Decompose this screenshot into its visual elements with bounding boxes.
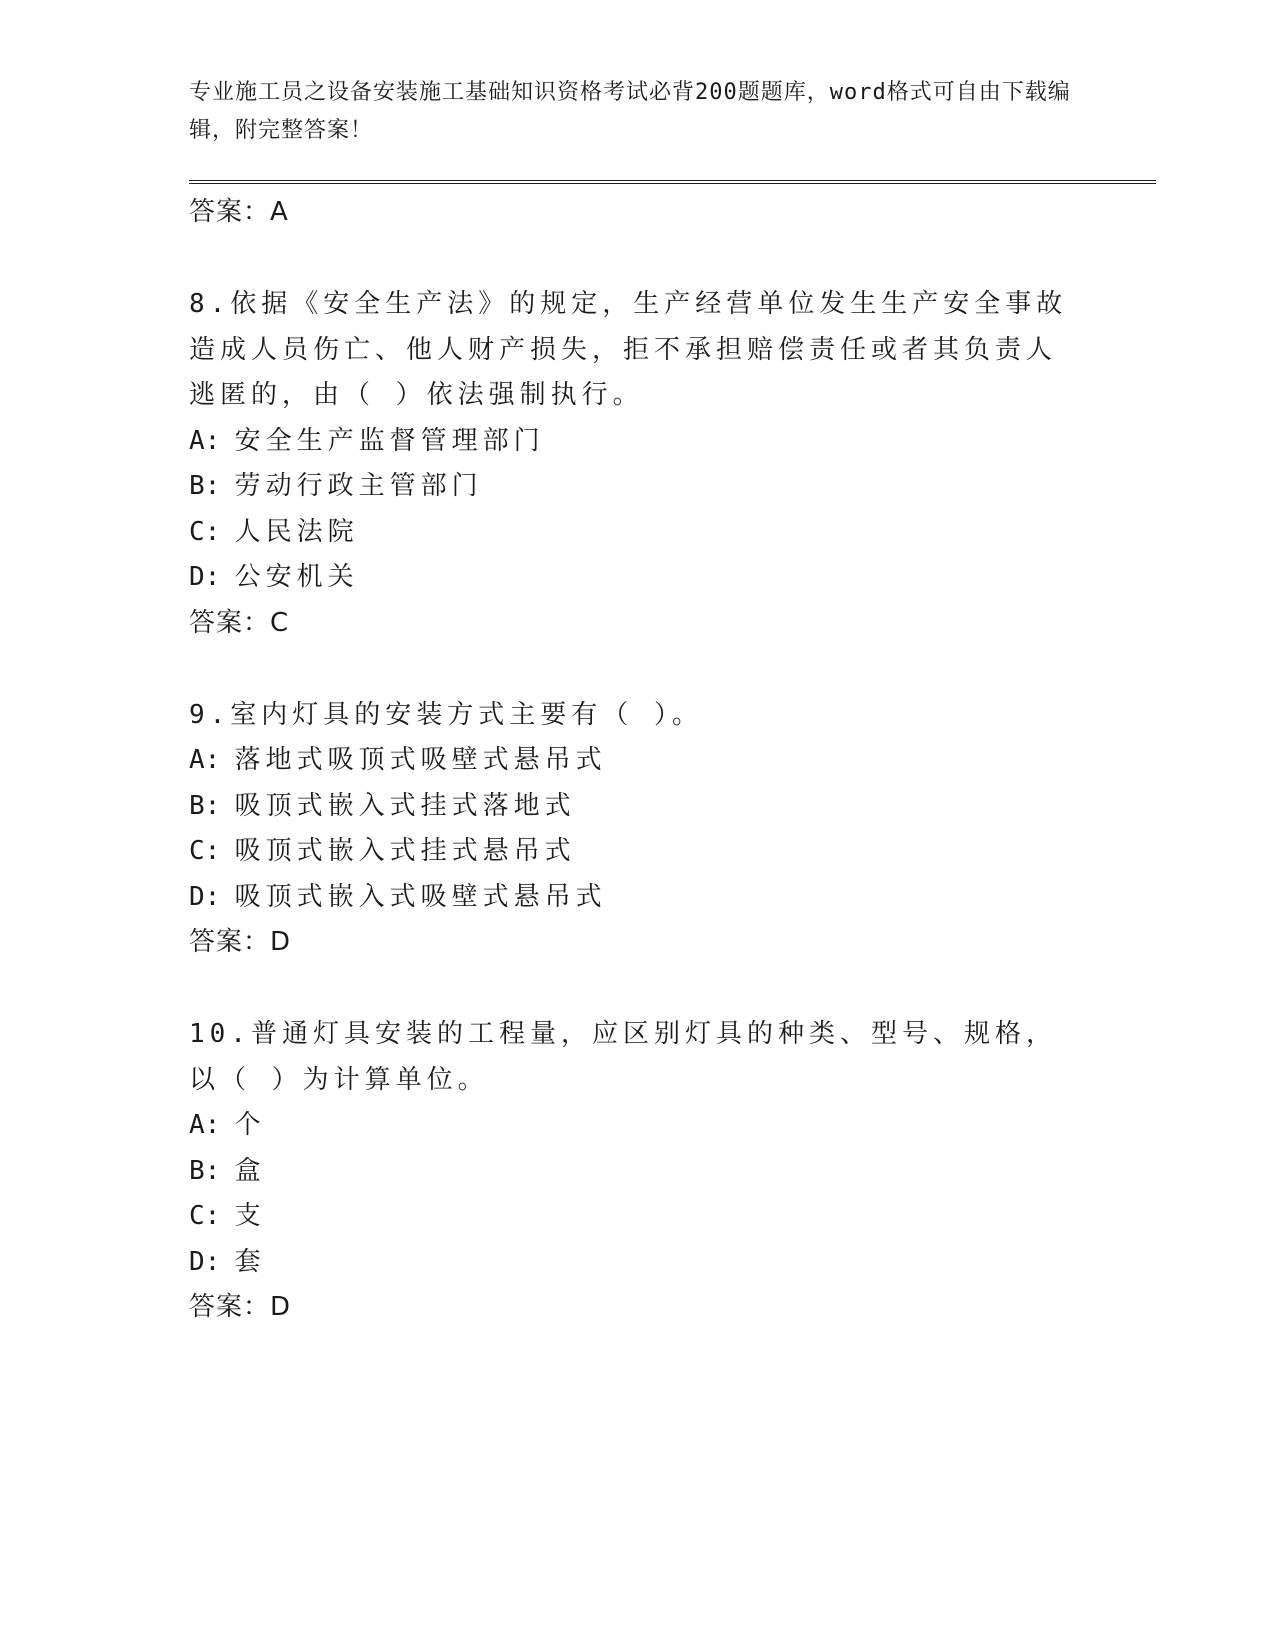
option-text: 安全生产监督管理部门: [234, 425, 545, 456]
document-body: [189, 190, 1089, 1329]
option-c: C: 人民法院: [189, 510, 1089, 556]
option-key: B: [189, 790, 205, 821]
option-key: A: [189, 745, 205, 775]
option-text: 套: [234, 1246, 266, 1277]
option-text: 落地式吸顶式吸壁式悬吊式: [234, 745, 607, 775]
option-key: B: [189, 471, 205, 501]
answer-line: 答案：D: [189, 1292, 292, 1322]
option-text: 吸顶式嵌入式挂式悬吊式: [234, 836, 576, 866]
option-text: 支: [234, 1201, 266, 1231]
question-stem: 9.室内灯具的安装方式主要有（ ）。: [189, 699, 703, 730]
option-key: C: [189, 836, 205, 866]
question-block: [189, 693, 1089, 965]
option-b: B: 劳动行政主管部门: [189, 464, 1089, 510]
option-text: 吸顶式嵌入式挂式落地式: [234, 790, 576, 821]
question-block: [189, 282, 1089, 645]
option-key: D: [189, 881, 205, 912]
question-stem: 8.依据《安全生产法》的规定，生产经营单位发生生产安全事故造成人员伤亡、他人财产损失，拒不承担赔偿责任或者其负责人逃匿的，由（ ）依法强制执行。: [189, 289, 1068, 410]
answer-line: 答案：D: [189, 927, 292, 957]
option-text: 个: [234, 1110, 266, 1140]
option-d: D: 公安机关: [189, 555, 1089, 601]
page-header-text: 专业施工员之设备安装施工基础知识资格考试必背200题题库，word格式可自由下载编辑，附完整答案！: [189, 80, 1071, 143]
option-c: C: 吸顶式嵌入式挂式悬吊式: [189, 829, 1089, 875]
question-stem: 10.普通灯具安装的工程量，应区别灯具的种类、型号、规格，以（ ）为计算单位。: [189, 1019, 1057, 1095]
option-text: 盒: [234, 1155, 266, 1186]
header-divider: [189, 180, 1156, 184]
option-key: D: [189, 1246, 205, 1277]
option-text: 人民法院: [234, 516, 359, 547]
option-key: C: [189, 516, 205, 547]
option-d: D: 套: [189, 1240, 1089, 1286]
option-key: D: [189, 562, 205, 592]
answer-line: 答案：A: [189, 197, 289, 227]
question-block: [189, 1012, 1089, 1329]
answer-line: 答案：C: [189, 607, 290, 638]
option-b: B: 盒: [189, 1149, 1089, 1195]
option-key: A: [189, 1110, 205, 1140]
option-text: 劳动行政主管部门: [234, 471, 483, 501]
option-c: C: 支: [189, 1194, 1089, 1240]
option-a: A: 安全生产监督管理部门: [189, 419, 1089, 465]
option-b: B: 吸顶式嵌入式挂式落地式: [189, 784, 1089, 830]
option-key: C: [189, 1201, 205, 1231]
option-text: 公安机关: [234, 562, 359, 592]
option-key: B: [189, 1155, 205, 1186]
option-key: A: [189, 425, 205, 456]
option-text: 吸顶式嵌入式吸壁式悬吊式: [234, 881, 607, 912]
option-a: A: 个: [189, 1103, 1089, 1149]
option-d: D: 吸顶式嵌入式吸壁式悬吊式: [189, 875, 1089, 921]
option-a: A: 落地式吸顶式吸壁式悬吊式: [189, 738, 1089, 784]
